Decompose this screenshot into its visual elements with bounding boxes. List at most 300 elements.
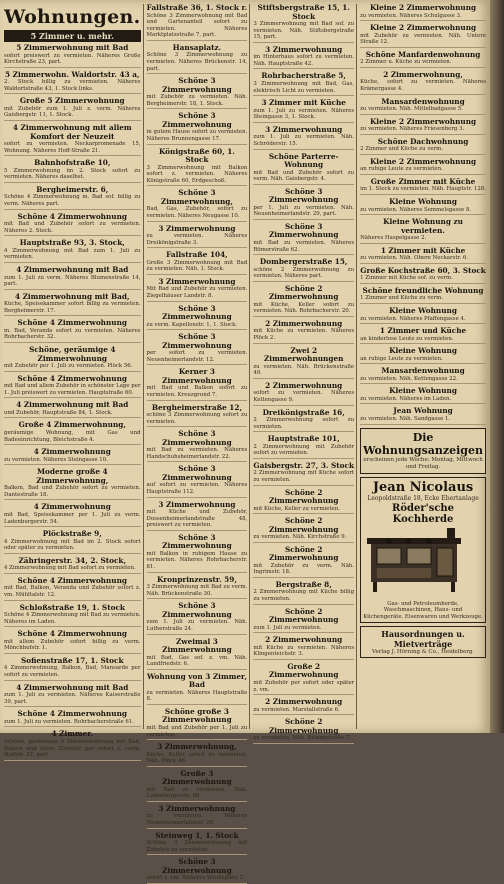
listing-title: 2 Zimmerwohnung [265, 635, 343, 645]
listing-text: zu vermieten. Näh. Sandgasse 1. [360, 415, 451, 422]
listing-text: 2 Zimmerwohnung sofort zu vermieten. [253, 417, 355, 430]
listing-entry [147, 501, 248, 531]
listing-entry [4, 448, 141, 465]
listing-title: 4 Zimmerwohnung mit Bad [16, 400, 129, 410]
listing-entry [360, 118, 486, 135]
shop-ad-title: Jean Nicolaus [372, 479, 474, 495]
listing-text: mit Bad zu vermieten. Näheres Handschuhsheimerlandstr. 22. [146, 447, 248, 460]
listing-entry [253, 546, 354, 578]
listing-title: Dreikönigstraße 16, [262, 407, 345, 417]
listing-title: Schöne 3 Zimmerwohnung [162, 332, 232, 350]
column-1 [4, 4, 144, 759]
listing-title: 1 Zimmer mit Küche [380, 245, 466, 255]
listing-entry [147, 404, 248, 428]
listing-text: m. Bad, Veranda sofort zu vermieten. Näheres Rohrbacherstr. 32. [4, 327, 141, 341]
listing-text: zu vermieten. Näh. Kettengasse 22. [360, 375, 458, 382]
listing-entry [147, 805, 248, 829]
listing-text: 3 Zimmerwohnung mit Bad sof. zu vermieten. Näh. Stiftsbergstraße 15, part. [253, 21, 355, 41]
listing-title: Kronprinzenstr. 59, [156, 574, 237, 584]
listing-text: zu vermieten. Näheres Pfaffengasse 4. [360, 315, 466, 322]
listing-title: Schöne 4 Zimmerwohnung [17, 629, 128, 639]
listing-title: 3 Zimmerwohnung [265, 44, 343, 54]
listing-text: zu vermieten. Näh. Obere Neckarstr. 6. [360, 255, 469, 262]
listing-text: mit Bad und Zubehör sofort zu verm. Näh. Gaisbergstr. 4. [253, 169, 355, 183]
listing-text: 3 Zimmerwohnung mit Balkon sofort z. vermieten. Näheres Königstraße 60, Erdgeschoß. [146, 164, 248, 184]
listing-title: 3 Zimmerwohnung, [157, 742, 237, 752]
bottom-ad-title: Hausordnungen u. Mietverträge [381, 629, 465, 650]
listing-entry [360, 178, 486, 195]
listing-entry [253, 462, 354, 486]
listing-text: Balkon, Bad und Zubehör sofort zu vermieten. Dantestraße 18. [4, 485, 141, 498]
listing-text: Schöne 3 Zimmerwohnung zu vermieten. Näheres Brückenstr. 14, part. [146, 52, 248, 72]
listing-title: Stiftsbergstraße 15, 1. Stock [257, 3, 350, 21]
listing-text: auf sofort zu vermieten. Näheres Hauptstraße 112. [146, 482, 248, 495]
listing-title: Steinweg 1, 1. Stock [155, 830, 239, 840]
listing-text: an ruhige Leute zu vermieten. [360, 166, 443, 173]
listing-text: sofort preiswert zu vermieten. Näheres Große Kirchstraße 23, part. [4, 52, 141, 66]
column-2 [146, 3, 251, 882]
listing-entry [147, 189, 248, 221]
listing-text: sofort zu vermieten. Neckarpromenade 15, Wohnung. Näheres Hoff-Straße 21. [4, 141, 141, 154]
listing-text: 3 Zimmerwohnung mit Bad, Gas, elektrisch Licht zu vermieten. [253, 80, 355, 94]
listing-text: Bad, Gas, Zubehör, sofort zu vermieten. Näheres Neugasse 10. [146, 206, 248, 219]
listing-title: 3 Zimmerwohnung [158, 223, 236, 233]
listing-entry [253, 153, 354, 185]
listing-title: Schöne freundliche Wohnung [362, 285, 484, 295]
listing-text: mit Bad und Balkon sofort zu vermieten. Kreuzgrund 7. [146, 385, 248, 398]
listing-entry [360, 71, 486, 95]
listing-entry [4, 44, 141, 68]
listing-text: zu vermieten. Näheres Steingasse 10. [4, 456, 108, 463]
listing-entry [147, 465, 248, 497]
listing-title: Kleine 2 Zimmerwohnung [369, 23, 477, 33]
listing-title: Schöne 4 Zimmerwohnung [17, 709, 128, 719]
listing-title: Mansardenwohnung [381, 366, 465, 376]
column-1-entries [4, 44, 141, 761]
listing-text: 2 Zimmerwohnung mit Küche sofort zu vermieten. [253, 470, 355, 483]
listing-title: Kleine 2 Zimmerwohnung [369, 116, 477, 126]
book-binding [490, 0, 504, 733]
listing-entry [253, 188, 354, 220]
listing-entry [4, 604, 141, 628]
listing-entry [4, 159, 141, 183]
listing-entry [253, 258, 354, 282]
listing-entry [253, 223, 354, 255]
listing-title: Hauptstraße 93, 3. Stock, [19, 238, 125, 248]
stove-illustration [363, 528, 467, 594]
listing-title: 4 Zimmerwohnung mit Bad [16, 265, 129, 274]
weekly-notice-text: erscheinen jede Woche: Montag, Mittwoch und Freitag. [363, 456, 483, 470]
listing-text: 4 Zimmerwohnung mit Bad im 2. Stock sofort oder später zu vermieten. [4, 538, 141, 552]
listing-text: mit Zubehör zu verm. Näh. Ingrimstr. 18. [253, 562, 355, 576]
listing-entry [4, 710, 141, 727]
listing-title: 5 Zimmerwohnung mit Bad [16, 43, 129, 52]
listing-text: zum 1. Juli zu vermieten. [253, 624, 322, 631]
listing-title: 4 Zimmerwohnung [33, 447, 111, 457]
listing-text: mit Bad zu vermieten. Näh. Ladenburgerstr. 80. [146, 786, 248, 800]
listing-title: 4 Zimmerwohnung mit Bad [16, 682, 129, 692]
listing-title: Große 2 Zimmerwohnung [268, 661, 339, 680]
listing-title: 3 Zimmer mit Küche [261, 98, 346, 108]
listing-title: 2 Zimmerwohnung [265, 697, 343, 707]
listing-title: Kleine Wohnung zu vermieten. [383, 217, 463, 235]
listing-title: Bahnhofstraße 10, [34, 158, 111, 168]
listing-title: Kleine Wohnung [389, 197, 457, 207]
listing-title: Wohnung von 3 Zimmer, Bad [146, 671, 247, 690]
listing-entry [360, 367, 486, 384]
listing-title: Schöne 3 Zimmerwohnung [162, 532, 232, 551]
listing-title: Schöne 3 Zimmerwohnung [162, 76, 232, 94]
listing-entry [147, 368, 248, 400]
listing-text: 2 Zimmerwohnung mit Küche billig zu vermieten. [253, 589, 355, 603]
listing-title: Schöne 3 Zimmerwohnung [162, 464, 232, 482]
listing-title: 5 Zimmerwohn. Waldortstr. 43 a, [5, 69, 140, 79]
column-2-entries [147, 4, 248, 884]
listing-text: an ruhige Leute zu vermieten. [360, 355, 443, 362]
listing-title: Schloßstraße 19, 1. Stock [19, 602, 125, 612]
listing-text: sofort zu vermieten. Näheres Kettengasse 9. [253, 390, 355, 403]
listing-entry [4, 124, 141, 156]
listing-entry [147, 4, 248, 41]
listing-entry [4, 730, 141, 760]
listing-entry [253, 126, 354, 150]
listing-title: Schöne 2 Zimmerwohnung [268, 516, 339, 534]
listing-text: Schöne 3 Zimmerwohnung mit Zubehör zu vermieten. [146, 840, 248, 853]
listing-title: 2 Zimmerwohnung [265, 380, 343, 390]
listing-text: und Zubehör, Hauptstraße 84, 1. Stock. [4, 409, 113, 416]
listing-entry [4, 468, 141, 500]
listing-entry [147, 743, 248, 767]
listing-entry [360, 287, 486, 304]
listing-title: 2 Zimmerwohnung [265, 318, 343, 328]
listing-text: mit Küche zu vermieten. Näheres Klingenteichstr. 3. [253, 644, 355, 658]
listing-text: Schöne 4 Zimmerwohnung mit Bad zu vermieten. Näheres im Laden. [4, 612, 141, 625]
bottom-ad-text: Verlag J. Hörning & Co., Heidelberg. [371, 649, 475, 656]
listing-text: schöne 2 Zimmerwohnung zu vermieten. Näheres part. [253, 266, 355, 280]
listing-entry [253, 4, 354, 43]
listing-title: Schöne 2 Zimmerwohnung [268, 283, 339, 302]
listing-title: Schöne 4 Zimmerwohnung [17, 373, 128, 383]
listing-entry [253, 663, 354, 695]
listing-title: Jean Wohnung [393, 406, 453, 416]
listing-title: Große 5 Zimmerwohnung [19, 96, 125, 106]
listing-entry [4, 684, 141, 708]
listing-text: zum 1. Juli zu verm. Näheres Blumenstraße 14, part. [4, 274, 141, 288]
listing-entry [4, 186, 141, 210]
listing-text: sofort z. vm. Näheres Wredeplatz 2. [146, 875, 245, 882]
listing-text: zu vermieten. Näheres im Laden. [360, 395, 452, 402]
listing-text: an kinderlose Leute zu vermieten. [360, 335, 454, 342]
listing-title: Zwei 2 Zimmerwohnungen [263, 345, 344, 364]
listing-entry [147, 770, 248, 802]
listing-text: zum 1. Juli zu vermieten. Näheres Kaiserstraße 39, part. [4, 692, 141, 705]
listing-text: mit Küche zu vermieten. Näheres Plöck 2. [253, 328, 355, 342]
listing-title: Rohrbacherstraße 5, [261, 71, 346, 81]
listing-title: Königstraße 60, 1. Stock [158, 146, 235, 165]
listing-title: Schöne 3 Zimmerwohnung [162, 111, 232, 129]
listing-text: mit Bad und allem Zubehör in schönster Lage per 1. Juli preiswert zu vermieten. Hauptstraße 60. [4, 383, 141, 396]
listing-entry [253, 636, 354, 660]
listing-text: zu vermieten. Näh. Kirchstraße 9. [253, 534, 347, 541]
column-4-entries [360, 4, 486, 425]
listing-text: 1 Zimmer mit Küche sof. zu verm. [360, 275, 453, 282]
listing-text: mit Bad und Zubehör sofort zu vermieten. Näheres 2. Stock. [4, 221, 141, 234]
listing-entry [4, 577, 141, 601]
listing-entry [147, 305, 248, 331]
listing-entry [253, 382, 354, 406]
listing-title: 2 Zimmerwohnung, [383, 69, 463, 79]
listing-entry [147, 638, 248, 670]
weekly-notice-title: Die Wohnungsanzeigen [363, 430, 483, 457]
weekly-notice-ad [360, 428, 486, 474]
listing-entry [147, 77, 248, 109]
listing-text: in gutem Hause sofort zu vermieten. Näheres Brunnengasse 17. [146, 129, 248, 142]
shop-ad-address: Leopoldstraße 18, Ecke Ebertanlage [367, 494, 479, 502]
listing-title: Zähringerstr. 34, 2. Stock, [18, 555, 127, 565]
bottom-ad [360, 626, 486, 658]
listing-text: schöne 3 Zimmerwohnung sofort zu vermieten. [146, 412, 248, 425]
listing-title: Große Kochstraße 60, 3. Stock [360, 265, 486, 275]
listing-title: 3 Zimmerwohnung [158, 803, 236, 813]
listing-title: Schöne, geräumige 4 Zimmerwohnung [29, 345, 116, 363]
listing-text: per sofort zu vermieten. Neuenheimerlandstr. 12. [146, 350, 248, 363]
listing-title: Schöne 2 Zimmerwohnung [268, 606, 339, 625]
listing-text: mit Bad, Balkon, Veranda und Zubehör sofort z. vm. Mühltalstr. 12. [4, 585, 141, 598]
listing-text: 4 Zimmerwohnung mit Bad zum 1. Juli zu vermieten. [4, 247, 141, 261]
listing-text: mit Bad, Gas sof. z. vm. Näh. Landfriedstr. 6. [146, 654, 248, 668]
listing-entry [147, 708, 248, 740]
listing-text: Große 3 Zimmerwohnung mit Bad zu vermieten. Näh. 1. Stock. [146, 259, 248, 273]
listing-entry [4, 293, 141, 317]
listing-entry [253, 99, 354, 123]
listing-text: Küche, Keller, sofort zu vermieten. Näh. Plöck 46. [146, 751, 248, 765]
listing-entry [147, 44, 248, 74]
column-3 [253, 3, 357, 742]
listing-text: Schöne 3 Zimmerwohnung mit Bad und Gartenanteil sofort zu vermieten. Näheres Marktplatzstraße 7, part. [146, 12, 248, 39]
listing-text: im 1. Stock zu vermieten. Näh. Hauptstr. 128. [360, 186, 486, 193]
listing-title: Fallstraße 104, [166, 250, 228, 260]
listing-text: 2 Zimmer u. Küche zu vermieten. [360, 59, 452, 66]
listing-text: zum 1. Juli zu vermieten. Näheres Steingasse 3, 1. Stock. [253, 107, 355, 121]
listing-title: Schöne 3 Zimmerwohnung, [160, 188, 233, 206]
listing-entry [360, 218, 486, 244]
shop-ad-brand: Röder'sche Kochherde [392, 502, 455, 525]
shop-ad [360, 477, 486, 624]
listing-text: Küche, sofort zu vermieten. Näheres Krämergasse 4. [360, 79, 486, 92]
listing-entry [147, 430, 248, 462]
listing-title: Schöne 2 Zimmerwohnung [268, 487, 339, 506]
listing-entry [360, 247, 486, 264]
listing-entry [147, 278, 248, 302]
listing-title: Schöne große 3 Zimmerwohnung [162, 706, 232, 725]
listing-text: mit Bad, Speisekammer per 1. Juli zu verm. Ladenburgerstr. 54. [4, 511, 141, 525]
listing-entry [4, 530, 141, 554]
listing-entry [147, 333, 248, 365]
page-heading: Wohnungen. [4, 6, 141, 28]
listing-text: zu verm. Kapellenstr. 1, 1. Stock. [146, 321, 238, 328]
listing-entry [147, 858, 248, 884]
listing-entry [147, 148, 248, 187]
listing-title: Schöne Parterre-Wohnung [268, 151, 339, 170]
listing-entry [360, 138, 486, 155]
listing-title: Plöckstraße 9, [42, 529, 102, 539]
listing-title: Bergheimerstr. 6, [36, 184, 109, 194]
listing-text: zu vermieten. Näheres Dreikönigstraße 3. [146, 233, 248, 246]
listing-text: mit Bad und Zubehör per 1. Juli zu vermieten. [146, 724, 248, 738]
listing-entry [147, 673, 248, 705]
listing-text: mit Zubehör zu vermieten. Näh. Bergheimerstr. 18, 1. Stock. [146, 94, 248, 107]
listing-text: 2. Stock billig zu vermieten. Näheres Waldortstraße 43, 1. Stock links. [4, 79, 141, 92]
listing-title: Dombergerstraße 15, [259, 257, 348, 267]
listing-title: Kleine Wohnung [389, 306, 457, 315]
listing-title: Schöne 3 Zimmerwohnung [162, 303, 232, 322]
listing-entry [360, 347, 486, 364]
listing-title: Schöne 2 Zimmerwohnung [268, 717, 339, 735]
columns-container [4, 3, 488, 882]
listing-text: mit Zubehör per sofort oder später z. vm. [253, 679, 355, 693]
listing-text: mit Zubehör per 1. Juli zu vermieten. Plöck 56. [4, 363, 133, 370]
listing-entry [360, 24, 486, 48]
listing-entry [253, 347, 354, 379]
listing-entry [253, 320, 354, 344]
listing-title: Schöne Dachwohnung [377, 136, 469, 146]
listing-entry [147, 251, 248, 275]
listing-entry [147, 602, 248, 634]
listing-entry [360, 387, 486, 404]
listing-text: zu vermieten. Näheres Neuenheimerlandstr. 28. [146, 813, 248, 827]
listing-entry [360, 51, 486, 68]
listing-title: Hauptstraße 101, [267, 434, 340, 444]
listing-entry [360, 267, 486, 284]
listing-entry [360, 327, 486, 344]
listing-entry [360, 307, 486, 324]
listing-title: Bergheimerstraße 12, [151, 402, 242, 412]
column-3-entries [253, 4, 354, 744]
listing-entry [147, 832, 248, 856]
section-header-5-rooms: 5 Zimmer u. mehr. [4, 30, 141, 42]
listing-title: Schöne 4 Zimmerwohnung [17, 318, 128, 328]
listing-entry [147, 225, 248, 249]
listing-title: Moderne große 4 Zimmerwohnung, [36, 467, 109, 485]
listing-title: Kleine 2 Zimmerwohnung [369, 156, 477, 166]
listing-entry [4, 319, 141, 343]
listing-title: 4 Zimmerwohnung mit allem Komfort der Neuzeit [12, 123, 132, 141]
listing-entry [4, 346, 141, 372]
listing-text: 4 Zimmerwohnung mit Bad sofort zu vermieten. [4, 565, 136, 572]
listing-entry [4, 266, 141, 290]
listing-title: Schöne 3 Zimmerwohnung [162, 429, 232, 447]
listing-text: mit Zubehör zu vermieten. Näh. Untere Straße 12. [360, 32, 486, 46]
listing-title: Zweimal 3 Zimmerwohnung [162, 636, 232, 655]
listing-text: geräumige Wohnung, mit Gas und Badeeinrichtung, Bleichstraße 4. [4, 429, 141, 443]
listing-entry [253, 72, 354, 96]
listing-text: mit allem Zubehör sofort billig zu verm. Mönchhofstr. 1. [4, 638, 141, 652]
listing-title: Kerner 3 Zimmerwohnung [162, 367, 232, 385]
listing-text: 2 Zimmer und Küche zu verm. [360, 146, 443, 153]
listing-title: Kleine 2 Zimmerwohnung [369, 3, 477, 12]
listing-entry [253, 581, 354, 605]
listing-text: zu vermieten. Marstallstraße 6. [253, 706, 340, 713]
listing-title: Schöne 4 Zimmerwohnung [17, 575, 128, 585]
shop-ad-text: Gas- und Petroleumherde, Waschmaschinen, Haus- und Küchengeräte. Eisenwaren und Werkzeuge. [363, 600, 483, 620]
listing-title: 4 Zimmerwohnung [33, 502, 111, 512]
listing-text: Näheres Haspelgasse 2. [360, 235, 427, 242]
listing-text: zu vermieten. Näheres Hauptstraße 8. [146, 689, 248, 703]
listing-text: Mit Bad und Zubehör zu vermieten. Ziegelhäuser Landstr. 8. [146, 286, 248, 299]
listing-text: zum 1. Juli zu vermieten. Rohrbacherstraße 61. [4, 718, 134, 725]
listing-entry [4, 657, 141, 681]
listing-entry [4, 630, 141, 654]
listing-title: Mansardenwohnung [381, 96, 465, 106]
listing-text: zum 1. Juli zu vermieten. Näh. Lutherstraße 24. [146, 619, 248, 632]
listing-title: Schöne 3 Zimmerwohnung [268, 221, 339, 240]
listing-title: Hansaplatz. [172, 42, 222, 52]
listing-entry [253, 285, 354, 317]
listing-text: Küche, Speisekammer sofort billig zu vermieten. Bergheimerstr. 17. [4, 301, 141, 314]
listing-title: Sofienstraße 17, 1. Stock [20, 655, 124, 665]
listing-entry [360, 407, 486, 424]
listing-title: Schöne 3 Zimmerwohnung [162, 857, 232, 875]
listing-title: Kleine Wohnung [389, 346, 457, 356]
listing-text: mit Bad zu vermieten. Näheres Römerstraße 62. [253, 239, 355, 253]
listing-title: Schöne 3 Zimmerwohnung [162, 601, 232, 619]
listing-title: Schöne 3 Zimmerwohnung [268, 186, 339, 205]
listing-entry [253, 489, 354, 515]
listing-text: per 1. Juli zu vermieten. Näh. Neuenheimerlandstr. 29, part. [253, 204, 355, 218]
listing-entry [4, 503, 141, 527]
listing-entry [253, 718, 354, 744]
listing-title: Gaisbergstr. 27, 3. Stock [253, 460, 355, 470]
listing-title: Schöne 4 Zimmerwohnung [17, 211, 128, 221]
listing-entry [253, 517, 354, 543]
listing-text: mit Küche, Keller zu vermieten. [253, 505, 340, 512]
listing-text: mit Zubehör zum 1. Juli z. verm. Näheres Gaisbergstr. 11, 1. Stock. [4, 105, 141, 119]
listing-entry [360, 4, 486, 21]
listing-entry [360, 158, 486, 175]
listing-title: Große 4 Zimmerwohnung, [18, 420, 126, 430]
listing-text: 2 Zimmerwohnung mit Zubehör sofort zu vermieten. [253, 443, 355, 457]
listing-title: 3 Zimmerwohnung [158, 499, 236, 509]
listing-title: 4 Zimmerwohnung mit Bad, [14, 291, 130, 301]
listing-entry [360, 198, 486, 215]
listing-title: 3 Zimmerwohnung [265, 124, 343, 134]
listing-text: Schöne, geräumige 4 Zimmerwohnung mit Bad, Balkon und allem Zubehör per sofort z. verm. Hoffstr. 22, part. [4, 738, 141, 759]
listing-title: Schöne Manfardenwohnung [365, 49, 481, 59]
listing-title: 3 Zimmerwohnung [158, 276, 236, 286]
listing-text: 1 Zimmer und Küche zu verm. [360, 295, 443, 302]
listing-title: Große 3 Zimmerwohnung [162, 768, 232, 787]
listing-title: 4 Zimmer. [51, 729, 94, 739]
listing-title: Bergstraße 8, [275, 579, 332, 589]
listing-entry [4, 375, 141, 399]
listing-title: Fallstraße 36, 1. Stock r. [146, 3, 248, 12]
listing-entry [253, 435, 354, 459]
listing-text: zu vermieten. Näheres Friesenberg 3. [360, 126, 465, 133]
listing-entry [4, 401, 141, 418]
listing-entry [253, 409, 354, 433]
listing-title: Kleine Wohnung [389, 386, 457, 396]
listing-title: Große Zimmer mit Küche [370, 176, 476, 186]
listing-text: zu vermieten. Näh. Mittelbadgasse 5. [360, 106, 463, 113]
listing-entry [4, 421, 141, 445]
listing-entry [4, 239, 141, 263]
listing-text: 3 Zimmerwohnung mit Bad zu verm. Näh. Brückenstraße 30. [146, 584, 248, 597]
listing-entry [147, 534, 248, 573]
listing-text: zu vermieten. Näheres Semmelsgasse 8. [360, 206, 472, 213]
listing-title: Schöne 2 Zimmerwohnung [268, 544, 339, 563]
listing-text: mit Küche, Keller sofort zu vermieten. Näh. Rohrbacherstr. 20. [253, 301, 355, 315]
listing-text: zu vermieten. Näh. Bienenstraße 7. [253, 735, 351, 742]
